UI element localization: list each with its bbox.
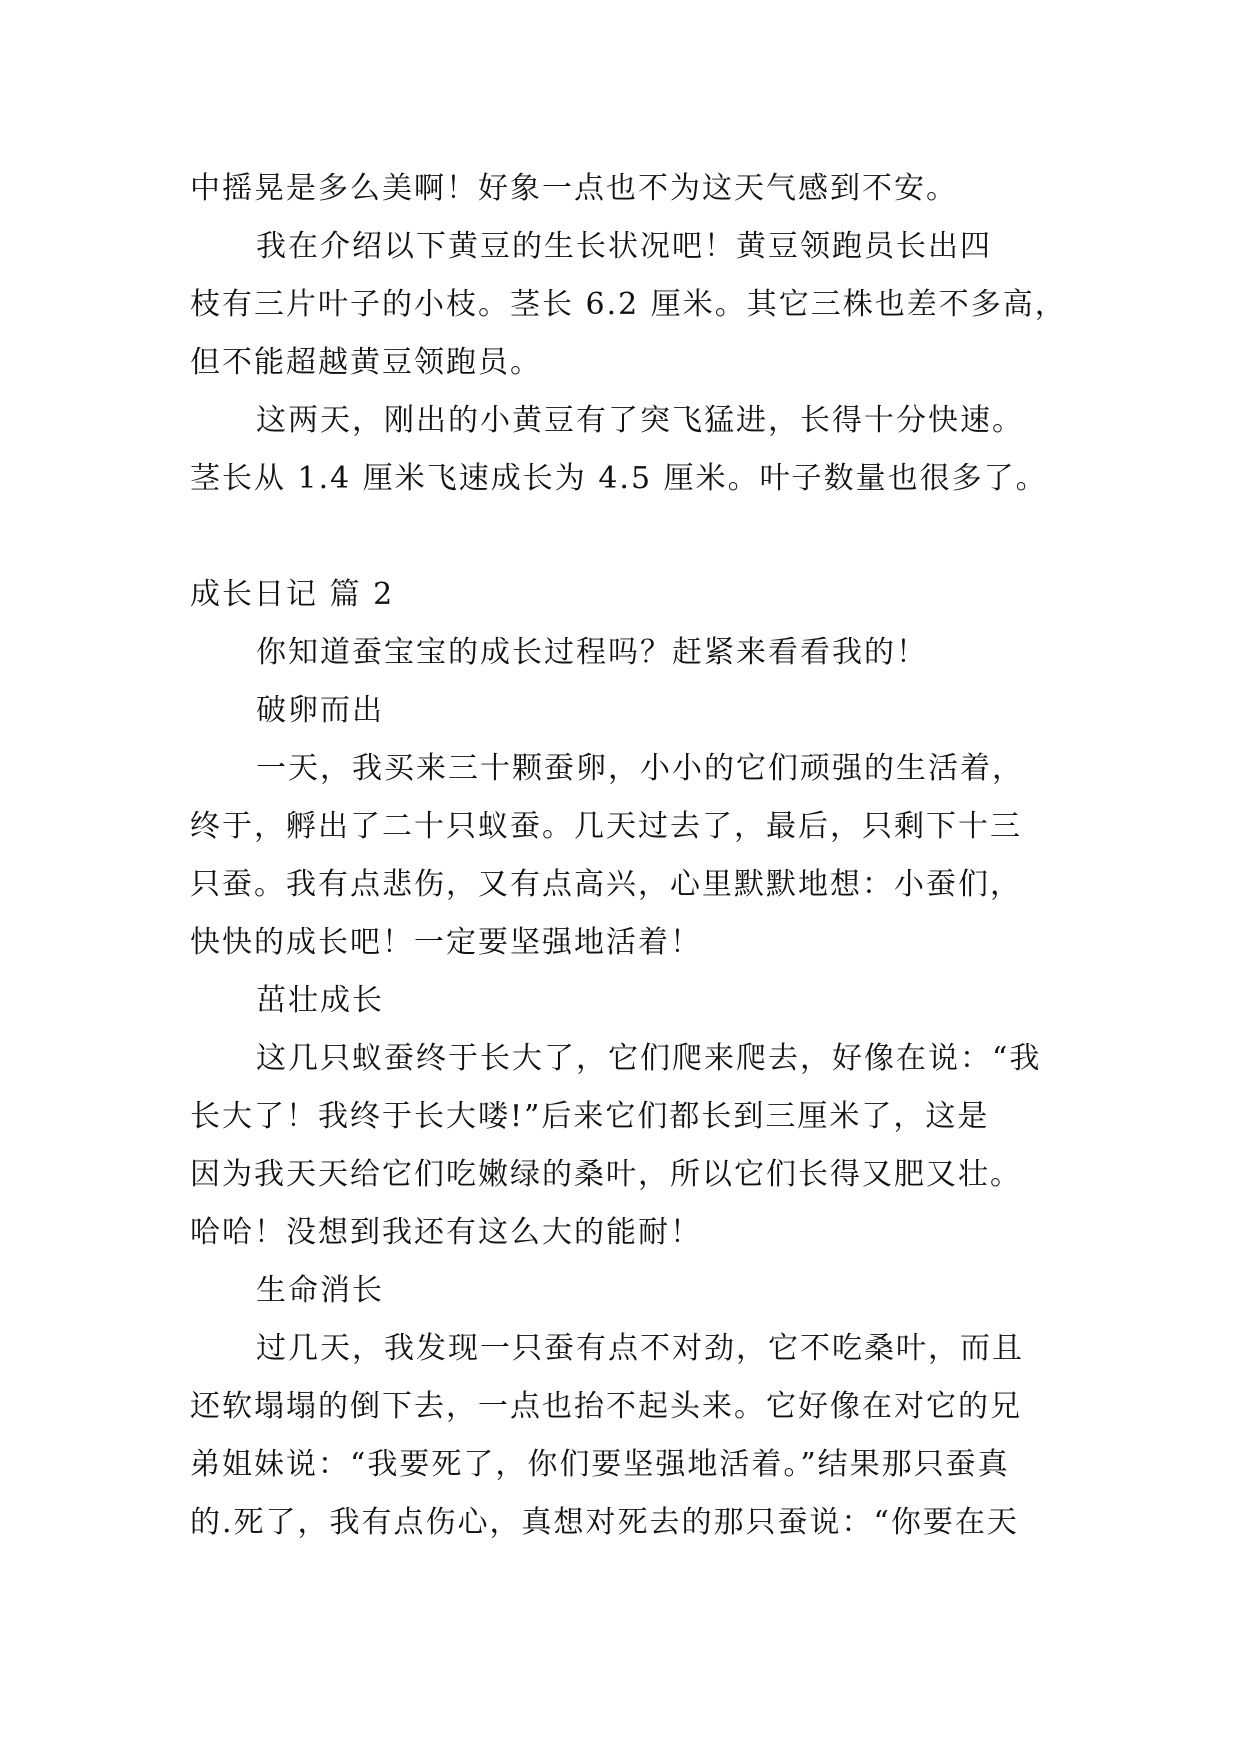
text-line: 只蚕。我有点悲伤，又有点高兴，心里默默地想：小蚕们，: [190, 867, 1022, 902]
text-line: 因为我天天给它们吃嫩绿的桑叶，所以它们长得又肥又壮。: [190, 1157, 1022, 1192]
document-body: [190, 160, 1067, 1552]
text-line: 长大了！我终于长大喽!”后来它们都长到三厘米了，这是: [190, 1099, 990, 1134]
text-line: 还软塌塌的倒下去，一点也抬不起头来。它好像在对它的兄: [190, 1389, 1022, 1424]
subheading: 破卵而出: [256, 693, 384, 728]
text-line: 的.死了，我有点伤心，真想对死去的那只蚕说：“你要在天: [190, 1505, 1019, 1540]
text-line: 但不能超越黄豆领跑员。: [190, 345, 542, 380]
text-line: 这两天，刚出的小黄豆有了突飞猛进，长得十分快速。: [256, 403, 1024, 438]
paragraph-gap: [190, 508, 1060, 566]
text-line: 过几天，我发现一只蚕有点不对劲，它不吃桑叶，而且: [256, 1331, 1024, 1366]
text-line: 快快的成长吧！一定要坚强地活着！: [190, 925, 702, 960]
text-line: 哈哈！没想到我还有这么大的能耐！: [190, 1215, 702, 1250]
text-line: 终于，孵出了二十只蚁蚕。几天过去了，最后，只剩下十三: [190, 809, 1022, 844]
text-line: 一天，我买来三十颗蚕卵，小小的它们顽强的生活着，: [256, 751, 1024, 786]
intro-line: 你知道蚕宝宝的成长过程吗？赶紧来看看我的！: [256, 635, 928, 670]
text-line: 茎长从 1.4 厘米飞速成长为 4.5 厘米。叶子数量也很多了。: [190, 461, 1048, 496]
text-line: 中摇晃是多么美啊！好象一点也不为这天气感到不安。: [190, 171, 958, 206]
text-line: 这几只蚁蚕终于长大了，它们爬来爬去，好像在说：“我: [256, 1041, 1042, 1076]
text-line: 我在介绍以下黄豆的生长状况吧！黄豆领跑员长出四: [256, 229, 992, 264]
text-line: 枝有三片叶子的小枝。茎长 6.2 厘米。其它三株也差不多高，: [190, 287, 1067, 322]
section-title: 成长日记 篇 2: [190, 577, 395, 612]
text-line: 弟姐妹说：“我要死了，你们要坚强地活着。”结果那只蚕真: [190, 1447, 1010, 1482]
subheading: 生命消长: [256, 1273, 384, 1308]
subheading: 茁壮成长: [256, 983, 384, 1018]
